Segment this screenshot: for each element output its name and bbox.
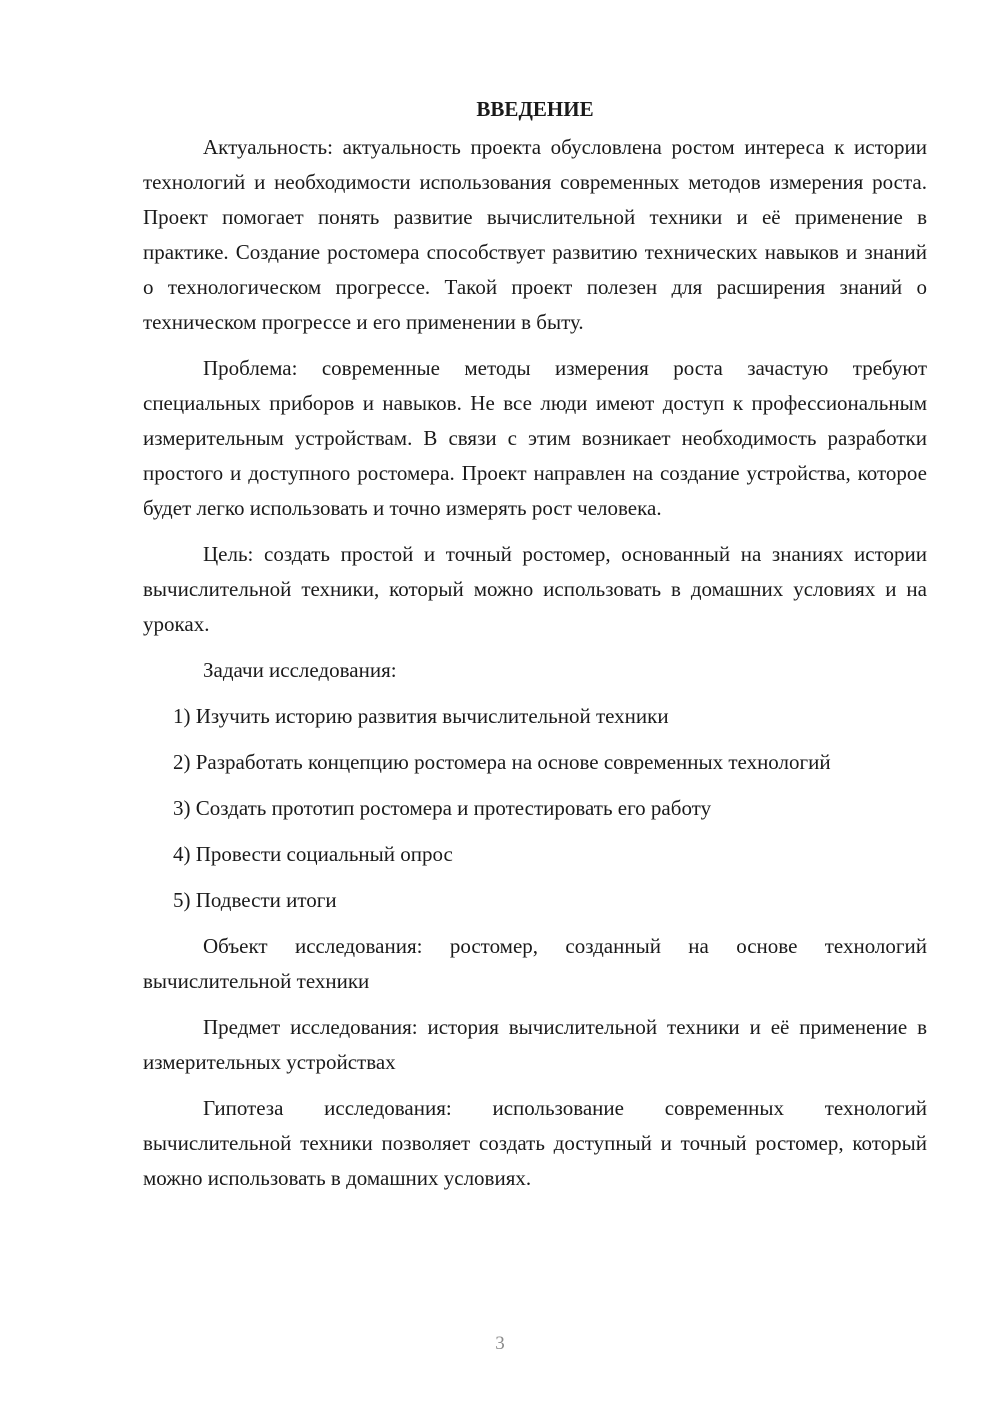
list-item: 3) Создать прототип ростомера и протестировать его работу — [173, 796, 712, 820]
document-page — [143, 92, 927, 1207]
page-number: 3 — [495, 1333, 505, 1354]
object-paragraph: Объект исследования: ростомер, созданный на основе технологий вычислительной техники — [143, 934, 927, 993]
problem-paragraph: Проблема: современные методы измерения роста зачастую требуют специальных приборов и навыков. Не все люди имеют доступ к профессиональным измерительным устройствам. В связи с этим возникает необходимость разработки простого и доступного ростомера. Проект направлен на создание устройства, которое будет легко использовать и точно измерять рост человека. — [143, 356, 927, 520]
list-item: 2) Разработать концепцию ростомера на основе современных технологий — [173, 750, 831, 774]
list-item: 1) Изучить историю развития вычислительной техники — [173, 704, 669, 728]
list-item: 5) Подвести итоги — [173, 888, 337, 912]
tasks-heading: Задачи исследования: — [203, 658, 397, 682]
hypothesis-paragraph: Гипотеза исследования: использование современных технологий вычислительной техники позволяет создать доступный и точный ростомер, который можно использовать в домашних условиях. — [143, 1096, 927, 1190]
goal-paragraph: Цель: создать простой и точный ростомер, основанный на знаниях истории вычислительной техники, который можно использовать в домашних условиях и на уроках. — [143, 542, 927, 636]
relevance-paragraph: Актуальность: актуальность проекта обусловлена ростом интереса к истории технологий и необходимости использования современных методов измерения роста. Проект помогает понять развитие вычислительной техники и её применение в практике. Создание ростомера способствует развитию технических навыков и знаний о технологическом прогрессе. Такой проект полезен для расширения знаний о техническом прогрессе и его применении в быту. — [143, 135, 927, 334]
subject-paragraph: Предмет исследования: история вычислительной техники и её применение в измерительных устройствах — [143, 1015, 927, 1074]
list-item: 4) Провести социальный опрос — [173, 842, 453, 866]
tasks-list — [143, 699, 927, 918]
page-title: ВВЕДЕНИЕ — [476, 97, 594, 121]
